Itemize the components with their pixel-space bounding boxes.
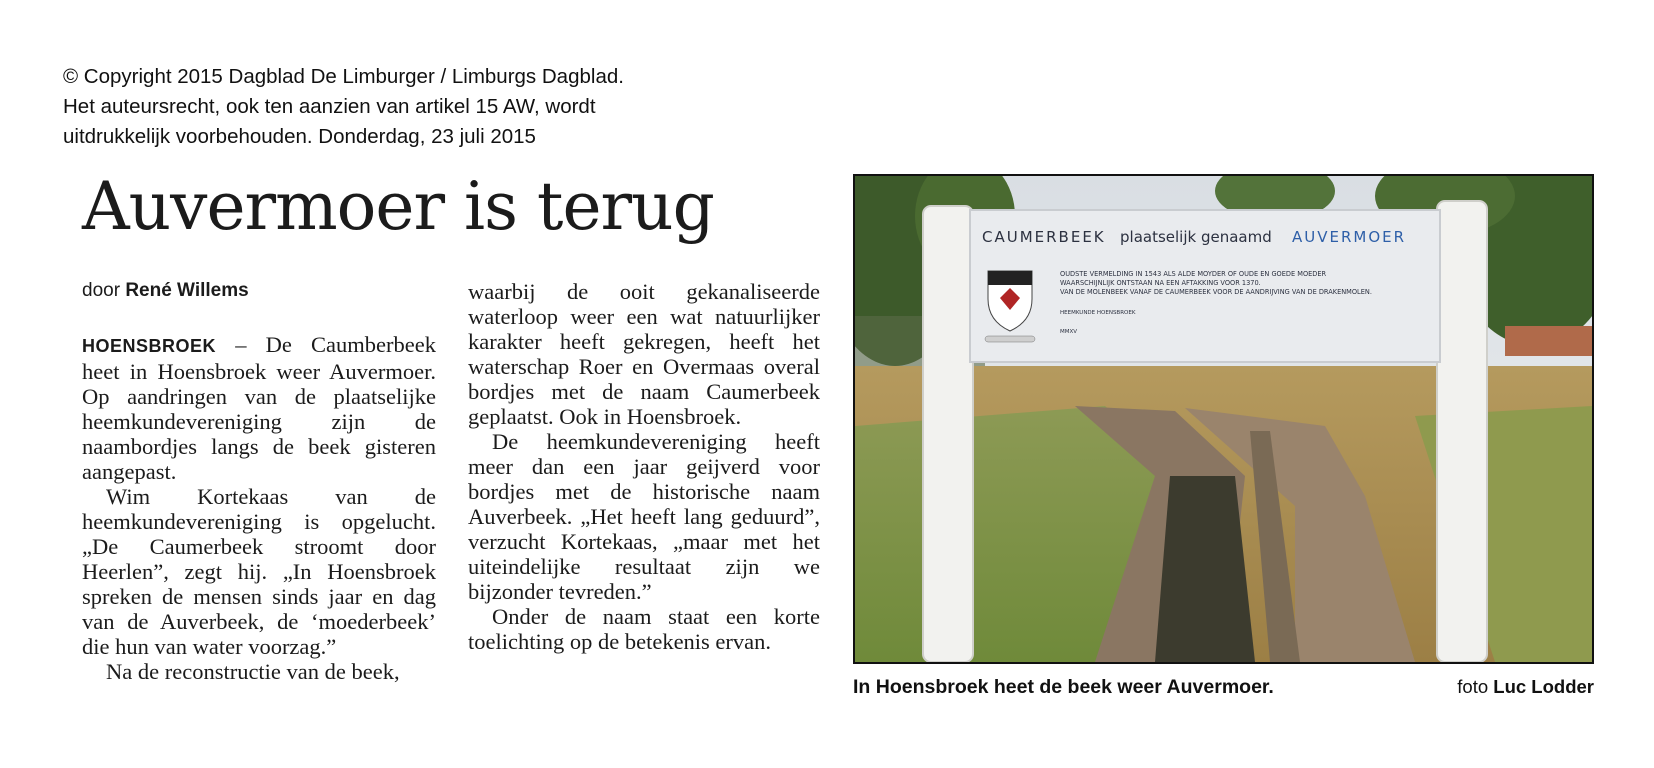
byline	[82, 280, 249, 302]
photo-credit	[1420, 676, 1594, 698]
copyright-line: Het auteursrecht, ook ten aanzien van artikel 15 AW, wordt	[63, 95, 596, 118]
paragraph: De heemkundevereniging heeft meer dan een jaar geijverd voor bordjes met de historische naam Auverbeek. „Het heeft lang geduurd”, verzucht Kortekaas, „maar met het uiteindelijke resultaat zijn we bijzonder tevreden.”	[468, 429, 820, 604]
photo-caption: In Hoensbroek heet de beek weer Auvermoer.	[853, 676, 1274, 698]
copyright-line: uitdrukkelijk voorbehouden. Donderdag, 23 juli 2015	[63, 125, 536, 148]
article-column-2	[468, 279, 820, 654]
sign-text-line: WAARSCHIJNLIJK ONTSTAAN NA EEN AFTAKKING VOOR 1370.	[1060, 279, 1261, 287]
copyright-line: © Copyright 2015 Dagblad De Limburger / Limburgs Dagblad.	[63, 65, 624, 88]
credit-prefix: foto	[1457, 676, 1494, 697]
sign-title-mid: plaatselijk genaamd	[1120, 228, 1272, 246]
sign-title-left: CAUMERBEEK	[982, 228, 1106, 246]
sign-text-line: OUDSTE VERMELDING IN 1543 ALS ALDE MOYDER OF OUDE EN GOEDE MOEDER	[1060, 270, 1327, 278]
sign-year: MMXV	[1060, 329, 1078, 335]
byline-author: René Willems	[125, 280, 249, 301]
photo-illustration	[855, 176, 1592, 662]
dateline: HOENSBROEK	[82, 336, 217, 356]
article-headline: Auvermoer is terug	[82, 168, 714, 245]
sign-text-line: VAN DE MOLENBEEK VANAF DE CAUMERBEEK VOOR DE AANDRIJVING VAN DE DRAKENMOLEN.	[1060, 288, 1372, 296]
credit-name: Luc Lodder	[1493, 676, 1594, 697]
paragraph: Onder de naam staat een korte toelichting op de betekenis ervan.	[468, 604, 820, 654]
copyright-notice	[63, 62, 763, 152]
paragraph	[82, 332, 436, 484]
sign-org: HEEMKUNDE HOENSBROEK	[1060, 310, 1136, 316]
byline-prefix: door	[82, 280, 126, 301]
sign-title-right: AUVERMOER	[1292, 228, 1407, 246]
paragraph-text: – De Caumberbeek heet in Hoensbroek weer Auvermoer. Op aandringen van de plaatselijke heemkundevereniging zijn de naambordjes langs de beek gisteren aangepast.	[82, 332, 436, 484]
paragraph: Na de reconstructie van de beek,	[106, 659, 400, 684]
paragraph: Wim Kortekaas van de heemkundevereniging is opgelucht. „De Caumerbeek stroomt door Heerlen”, zegt hij. „In Hoensbroek spreken de mensen sinds jaar en dag van de Auverbeek, de ‘moederbeek’ die hun van water voorzag.”	[82, 484, 436, 659]
article-column-1	[82, 332, 436, 684]
article-photo	[853, 174, 1594, 664]
paragraph: waarbij de ooit gekanaliseerde waterloop weer een wat natuurlijker karakter heeft gekregen, heeft het waterschap Roer en Overmaas overal bordjes met de naam Caumerbeek geplaatst. Ook in Hoensbroek.	[468, 279, 820, 429]
